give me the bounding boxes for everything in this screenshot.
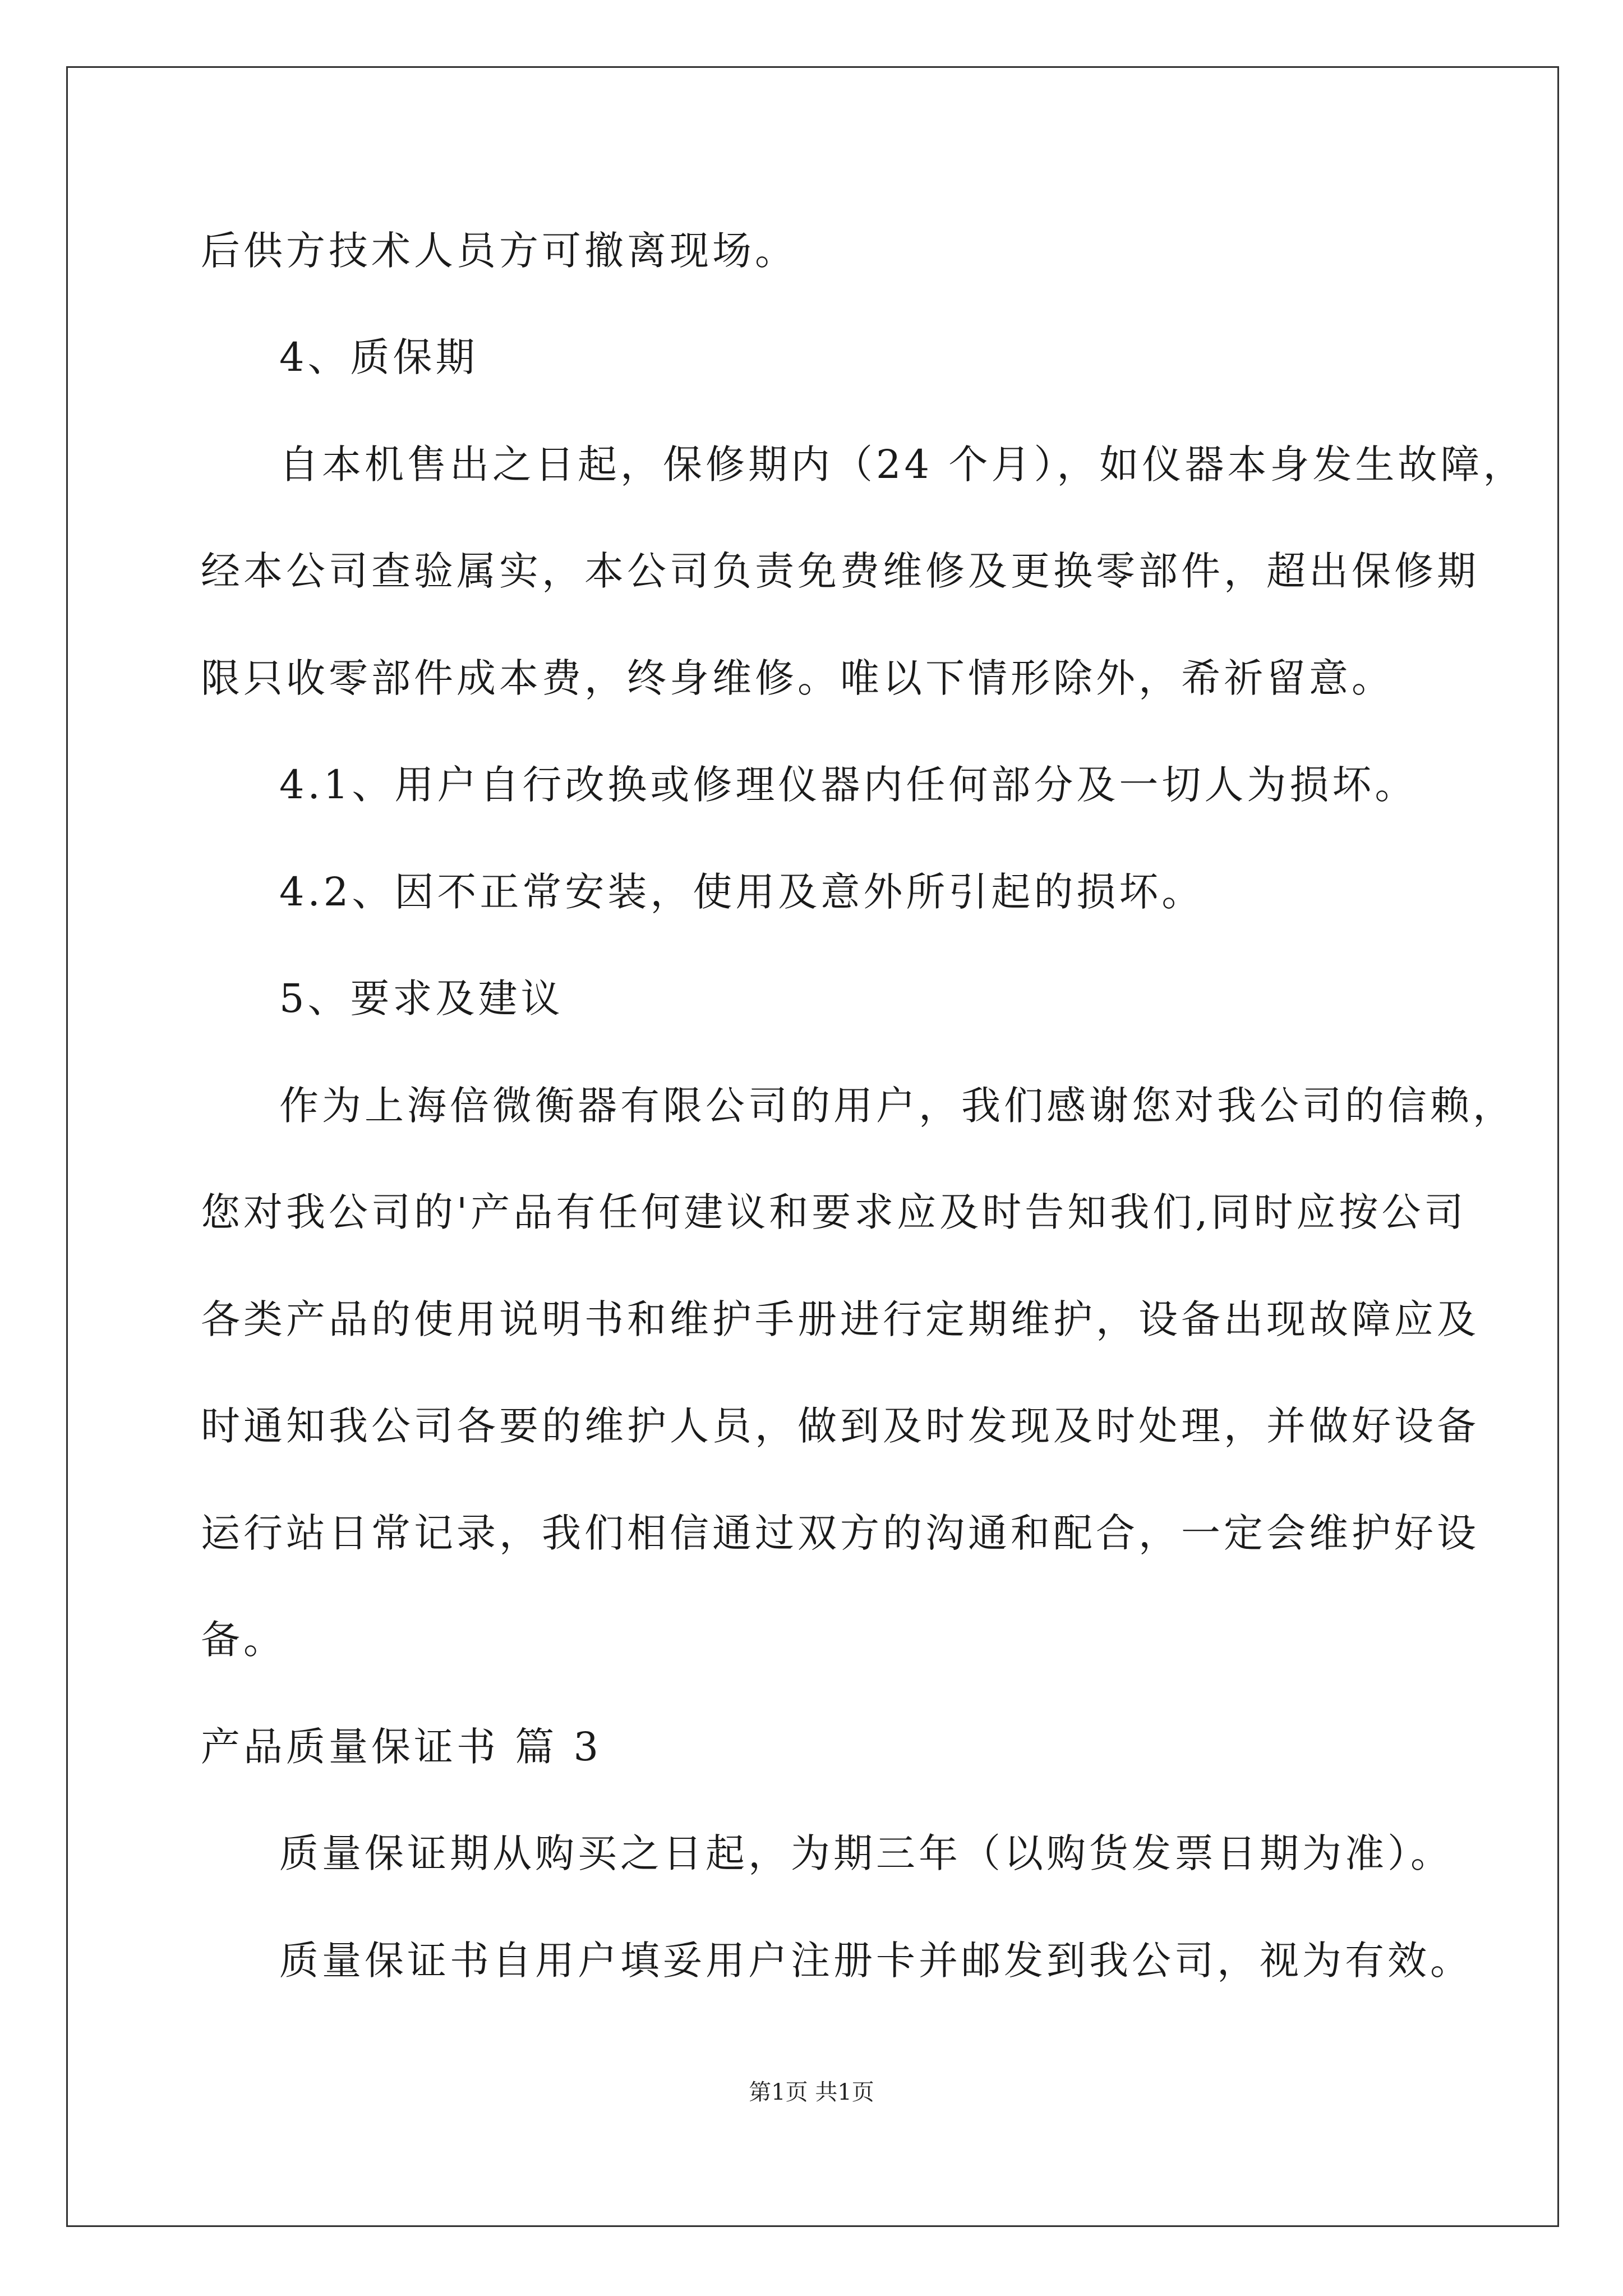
list-item: 4.1、用户自行改换或修理仪器内任何部分及一切人为损坏。 bbox=[279, 762, 1418, 808]
paragraph-line: 备。 bbox=[201, 1617, 286, 1663]
paragraph-line: 自本机售出之日起，保修期内（24 个月），如仪器本身发生故障， bbox=[279, 441, 1526, 487]
paragraph-line: 时通知我公司各要的维护人员，做到及时发现及时处理，并做好设备 bbox=[201, 1403, 1479, 1449]
paragraph-line: 运行站日常记录，我们相信通过双方的沟通和配合，一定会维护好设 bbox=[201, 1510, 1479, 1556]
paragraph-line: 质量保证期从购买之日起，为期三年（以购货发票日期为准）。 bbox=[279, 1830, 1453, 1876]
paragraph-line: 作为上海倍微衡器有限公司的用户，我们感谢您对我公司的信赖， bbox=[279, 1083, 1515, 1129]
section-heading-warranty: 4、质保期 bbox=[279, 334, 478, 380]
article-title: 产品质量保证书 篇 3 bbox=[201, 1724, 602, 1770]
paragraph-line: 质量保证书自用户填妥用户注册卡并邮发到我公司，视为有效。 bbox=[279, 1938, 1473, 1984]
paragraph-line: 限只收零部件成本费，终身维修。唯以下情形除外，希祈留意。 bbox=[201, 655, 1394, 701]
paragraph-line: 您对我公司的'产品有任何建议和要求应及时告知我们,同时应按公司 bbox=[201, 1189, 1467, 1235]
paragraph-line: 各类产品的使用说明书和维护手册进行定期维护，设备出现故障应及 bbox=[201, 1296, 1479, 1342]
paragraph-line: 经本公司查验属实，本公司负责免费维修及更换零部件，超出保修期 bbox=[201, 548, 1479, 594]
page-footer: 第1页 共1页 bbox=[749, 2079, 874, 2105]
paragraph-line: 后供方技术人员方可撤离现场。 bbox=[201, 228, 797, 274]
list-item: 4.2、因不正常安装，使用及意外所引起的损坏。 bbox=[279, 869, 1205, 915]
section-heading-suggestions: 5、要求及建议 bbox=[279, 976, 564, 1022]
page-border bbox=[66, 66, 1559, 2227]
